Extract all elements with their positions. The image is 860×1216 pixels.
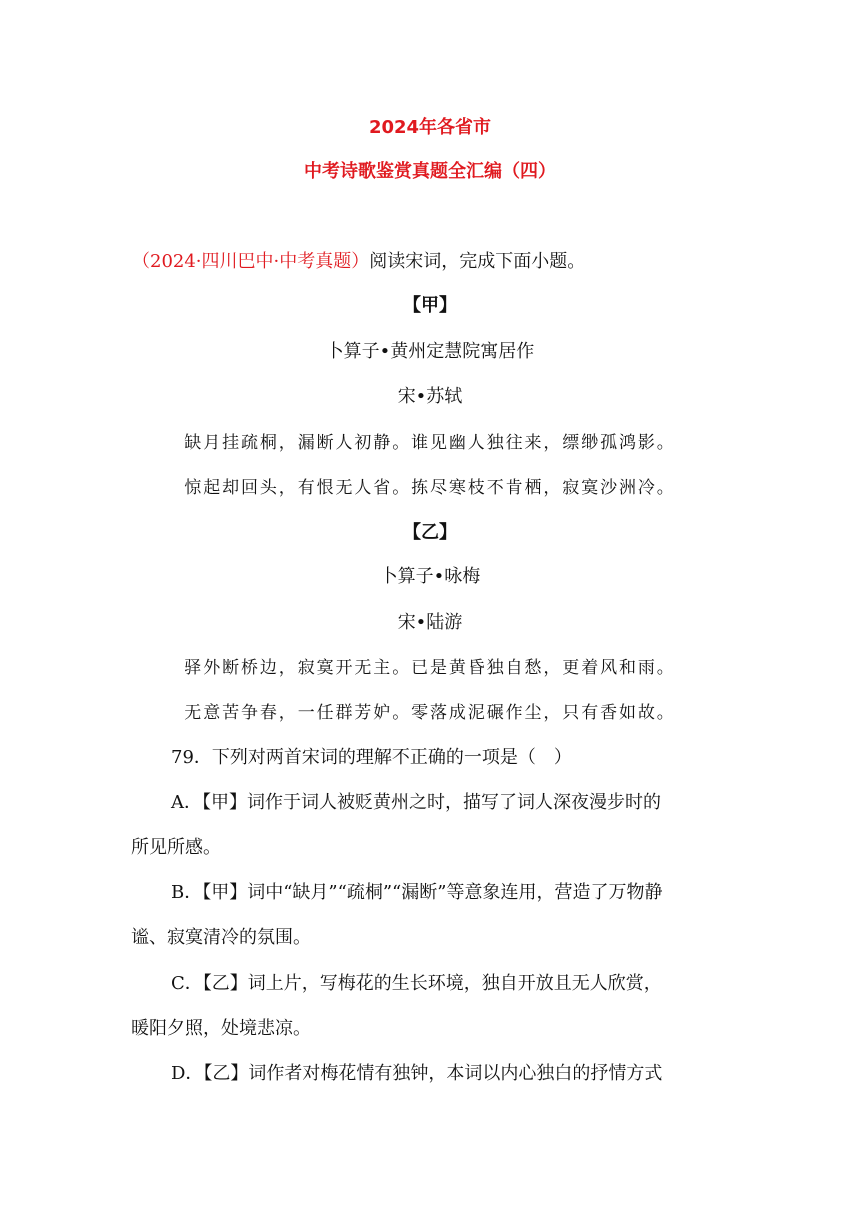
poem-a-author: 宋•苏轼 <box>397 386 463 407</box>
poem-a-line-1: 缺月挂疏桐，漏断人初静。谁见幽人独往来，缥缈孤鸿影。 <box>184 433 676 453</box>
option-a-line-1: A．【甲】词作于词人被贬黄州之时，描写了词人深夜漫步时的 <box>171 792 661 813</box>
poem-b-line-2: 无意苦争春，一任群芳妒。零落成泥碾作尘，只有香如故。 <box>184 703 676 723</box>
poem-b-line-1: 驿外断桥边，寂寞开无主。已是黄昏独自愁，更着风和雨。 <box>184 658 676 678</box>
poem-a-line-2: 惊起却回头，有恨无人省。拣尽寒枝不肯栖，寂寞沙洲冷。 <box>184 478 676 498</box>
poem-a-marker: 【甲】 <box>403 295 457 316</box>
poem-b-author: 宋•陆游 <box>397 612 463 633</box>
poem-b-marker: 【乙】 <box>403 522 457 543</box>
option-d-line-1: D．【乙】词作者对梅花情有独钟，本词以内心独白的抒情方式 <box>171 1063 663 1084</box>
document-title: 2024年各省市 <box>368 117 492 138</box>
source-tag: （2024·四川巴中·中考真题） <box>132 251 370 272</box>
option-c-line-2: 暖阳夕照，处境悲凉。 <box>131 1018 311 1039</box>
instruction-text: 阅读宋词，完成下面小题。 <box>369 251 586 272</box>
poem-b-title: 卜算子•咏梅 <box>379 566 481 587</box>
option-c-line-1: C．【乙】词上片，写梅花的生长环境，独自开放且无人欣赏， <box>171 973 662 994</box>
option-b-line-2: 谧、寂寞清冷的氛围。 <box>131 927 311 948</box>
question-intro <box>132 250 585 274</box>
poem-a-title: 卜算子•黄州定慧院寓居作 <box>325 341 535 362</box>
option-a-line-2: 所见所感。 <box>131 837 221 858</box>
option-b-line-1: B．【甲】词中“缺月”“疏桐”“漏断”等意象连用，营造了万物静 <box>171 882 663 903</box>
question-stem: 79．下列对两首宋词的理解不正确的一项是（ ） <box>171 747 572 768</box>
document-subtitle: 中考诗歌鉴赏真题全汇编（四） <box>304 161 556 182</box>
